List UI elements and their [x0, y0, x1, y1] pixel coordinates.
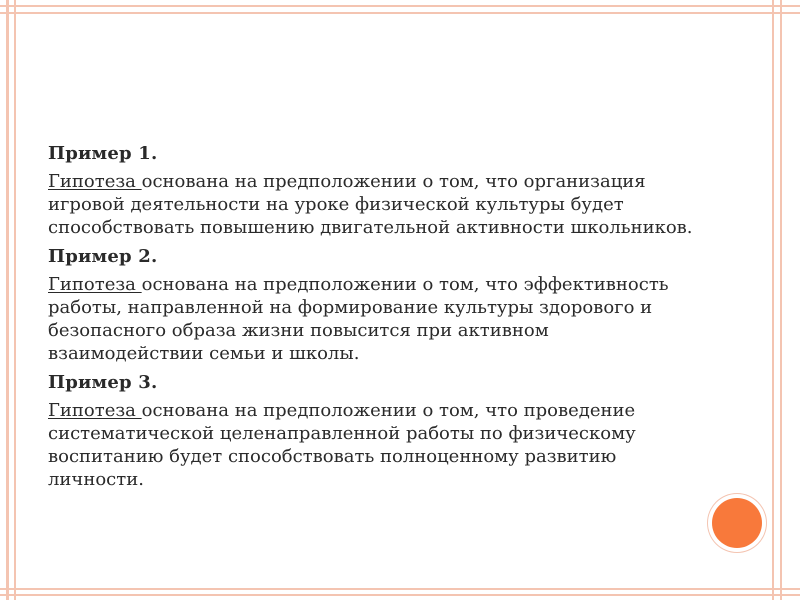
example-2-body: основана на предположении о том, что эффективность работы, направленной на формирование культуры здорового и безопасного образа жизни повысится при активном взаимодействии семьи и школы.	[48, 274, 669, 364]
bottom-border-line	[0, 594, 800, 596]
example-3-body: основана на предположении о том, что проведение систематической целенаправленной работы по физическому воспитанию будет способствовать полноценному развитию личности.	[48, 400, 636, 490]
orange-circle-decoration	[712, 498, 762, 548]
top-border-line	[0, 5, 800, 7]
example-3-text	[48, 399, 698, 491]
example-1-body: основана на предположении о том, что организация игровой деятельности на уроке физической культуры будет способствовать повышению двигательной активности школьников.	[48, 171, 693, 238]
slide-content	[48, 142, 698, 497]
example-2-text	[48, 273, 698, 365]
example-3-term: Гипотеза	[48, 400, 142, 421]
example-1-text	[48, 170, 698, 239]
example-3-heading: Пример 3.	[48, 372, 158, 393]
example-1-heading: Пример 1.	[48, 143, 158, 164]
top-inner-border-line	[0, 12, 800, 14]
example-1-term: Гипотеза	[48, 171, 142, 192]
bottom-inner-border-line	[0, 588, 800, 590]
left-border-line	[6, 0, 9, 600]
example-2-term: Гипотеза	[48, 274, 142, 295]
example-2-heading: Пример 2.	[48, 246, 158, 267]
right-border-line	[780, 0, 782, 600]
left-inner-border-line	[14, 0, 16, 600]
right-inner-border-line	[772, 0, 774, 600]
